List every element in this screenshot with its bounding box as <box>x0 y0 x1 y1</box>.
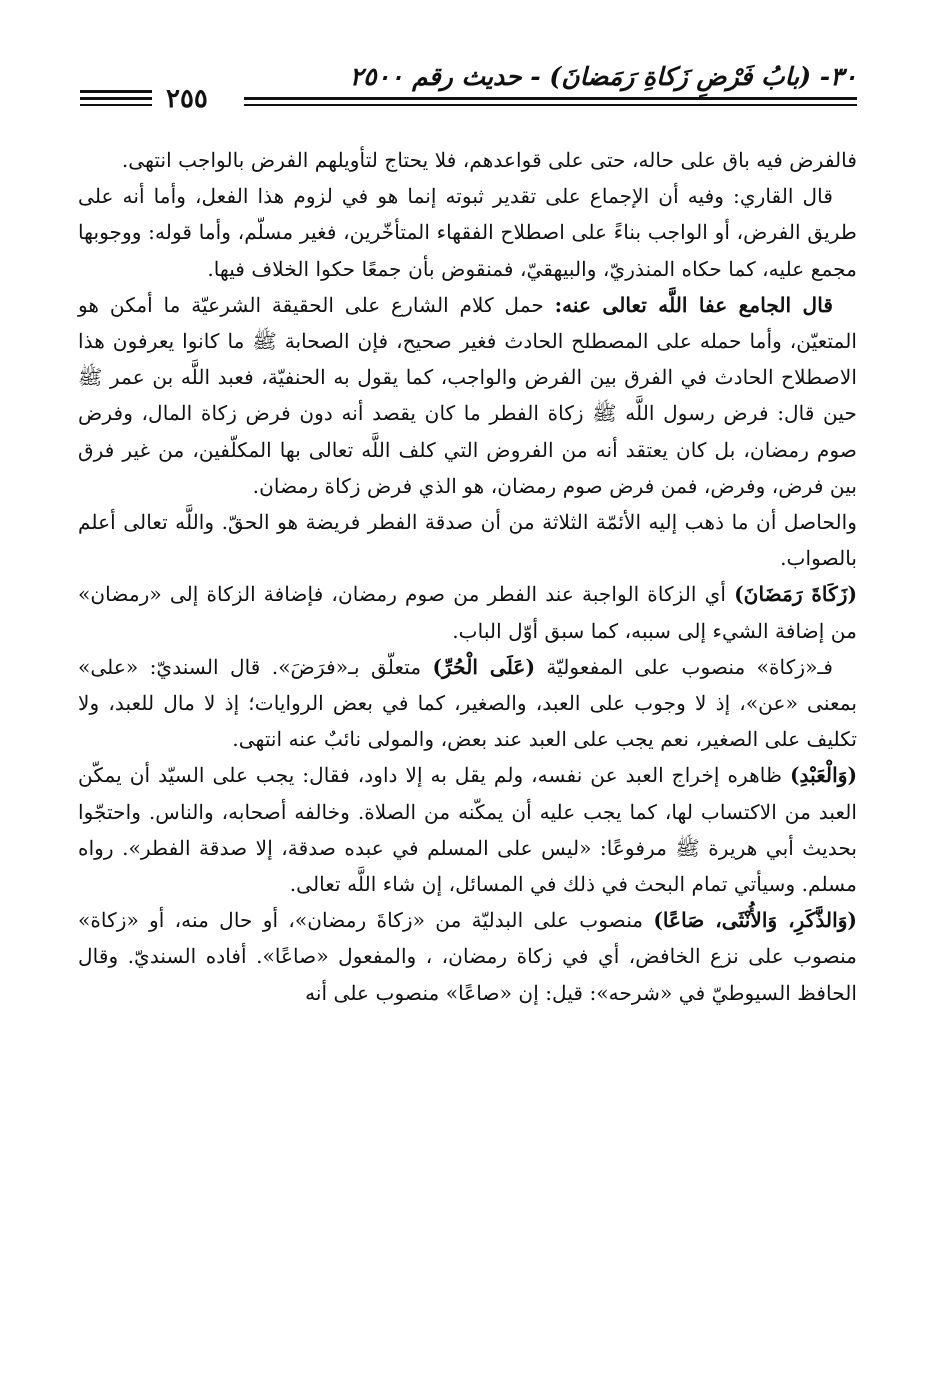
header-rule <box>244 97 857 100</box>
paragraph <box>78 178 857 287</box>
page-header <box>80 60 857 118</box>
paragraph-text: أي الزكاة الواجبة عند الفطر من صوم رمضان، فإضافة الزكاة إلى «رمضان» من إضافة الشيء إلى سببه، كما سبق أوّل الباب. <box>78 582 857 643</box>
paragraph-text: ظاهره إخراج العبد عن نفسه، ولم يقل به إلا داود، فقال: يجب على السيّد أن يمكّن العبد من الاكتساب لها، كما يجب عليه أن يمكّنه من الصلاة. وخالفه أصحابه، والناس. واحتجّوا بحديث أبي هريرة ﷺ مرفوعًا: «ليس على المسلم في عبده صدقة، إلا صدقة الفطر». رواه مسلم. وسيأتي تمام البحث في ذلك في المسائل، إن شاء اللَّه تعالى. <box>78 763 857 897</box>
page-body <box>78 142 857 1011</box>
paragraph <box>78 576 857 648</box>
header-rule <box>80 90 152 93</box>
emphasized-text: (زَكَاةَ رَمَضَانَ) <box>734 582 857 607</box>
paragraph-text: فالفرض فيه باق على حاله، حتى على قواعدهم، فلا يحتاج لتأويلهم الفرض بالواجب انتهى. <box>121 148 857 172</box>
emphasized-text: قال الجامع عفا اللَّه تعالى عنه: <box>554 292 833 317</box>
emphasized-text: (وَالْعَبْدِ) <box>789 763 857 788</box>
paragraph <box>78 142 857 178</box>
header-rule <box>80 97 152 100</box>
chapter-heading: ٣٠- (بابُ فَرْضِ زَكاةِ رَمَضانَ) - حديث رقم ٢٥٠٠ <box>349 62 857 91</box>
page-number: ٢٥٥ <box>166 84 208 114</box>
paragraph <box>78 287 857 504</box>
paragraph <box>78 757 857 902</box>
header-rule <box>80 104 152 106</box>
paragraph-text: منصوب على البدليّة من «زكاةَ رمضان»، أو حال منه، أو «زكاة» منصوب على نزع الخافض، أي في زكاة رمضان، ، والمفعول «صاعًا». أفاده السنديّ. وقال الحافظ السيوطيّ في «شرحه»: قيل: إن «صاعًا» منصوب على أنه <box>78 908 857 1005</box>
emphasized-text: (وَالذَّكَرِ، وَالأُنْثَى، صَاعًا) <box>653 908 857 933</box>
paragraph-text: متعلّق بـ«فرَضَ». قال السنديّ: «على» بمعنى «عن»، إذ لا وجوب على العبد، والصغير، كما في بعض الروايات؛ إذ لا مال للعبد، ولا تكليف على الصغير، نعم يجب على العبد عند بعض، والمولى نائبٌ عنه انتهى. <box>78 654 857 752</box>
paragraph-text: فـ«زكاة» منصوب على المفعوليّة <box>535 654 833 679</box>
header-rule <box>244 104 857 106</box>
paragraph-text: والحاصل أن ما ذهب إليه الأئمّة الثلاثة من أن صدقة الفطر فريضة هو الحقّ. واللَّه تعالى أعلم بالصواب. <box>78 510 857 571</box>
emphasized-text: (عَلَى الْحُرِّ) <box>432 654 536 679</box>
paragraph <box>78 902 857 1011</box>
paragraph-text: حمل كلام الشارع على الحقيقة الشرعيّة ما أمكن هو المتعيّن، وأما حمله على المصطلح الحادث فغير صحيح، فإن الصحابة ﷺ ما كانوا يعرفون هذا الاصطلاح الحادث في الفرق بين الفرض والواجب، كما يقول به الحنفيّة، فعبد اللَّه بن عمر ﷺ حين قال: فرض رسول اللَّه ﷺ زكاة الفطر ما كان يقصد أنه دون فرض زكاة المال، وفرض صوم رمضان، بل كان يعتقد أنه من الفروض التي كلف اللَّه تعالى بها المكلّفين، من غير فرق بين فرض، وفرض، فمن فرض صوم رمضان، هو الذي فرض زكاة رمضان. <box>78 292 857 498</box>
paragraph <box>78 504 857 576</box>
paragraph-text: قال القاري: وفيه أن الإجماع على تقدير ثبوته إنما هو في لزوم هذا الفعل، وأما أنه على طريق الفرض، أو الواجب بناءً على اصطلاح الفقهاء المتأخّرين، فغير مسلّم، وأما قوله: ووجوبها مجمع عليه، كما حكاه المنذريّ، والبيهقيّ، فمنقوض بأن جمعًا حكوا الخلاف فيها. <box>78 184 857 281</box>
paragraph <box>78 649 857 758</box>
